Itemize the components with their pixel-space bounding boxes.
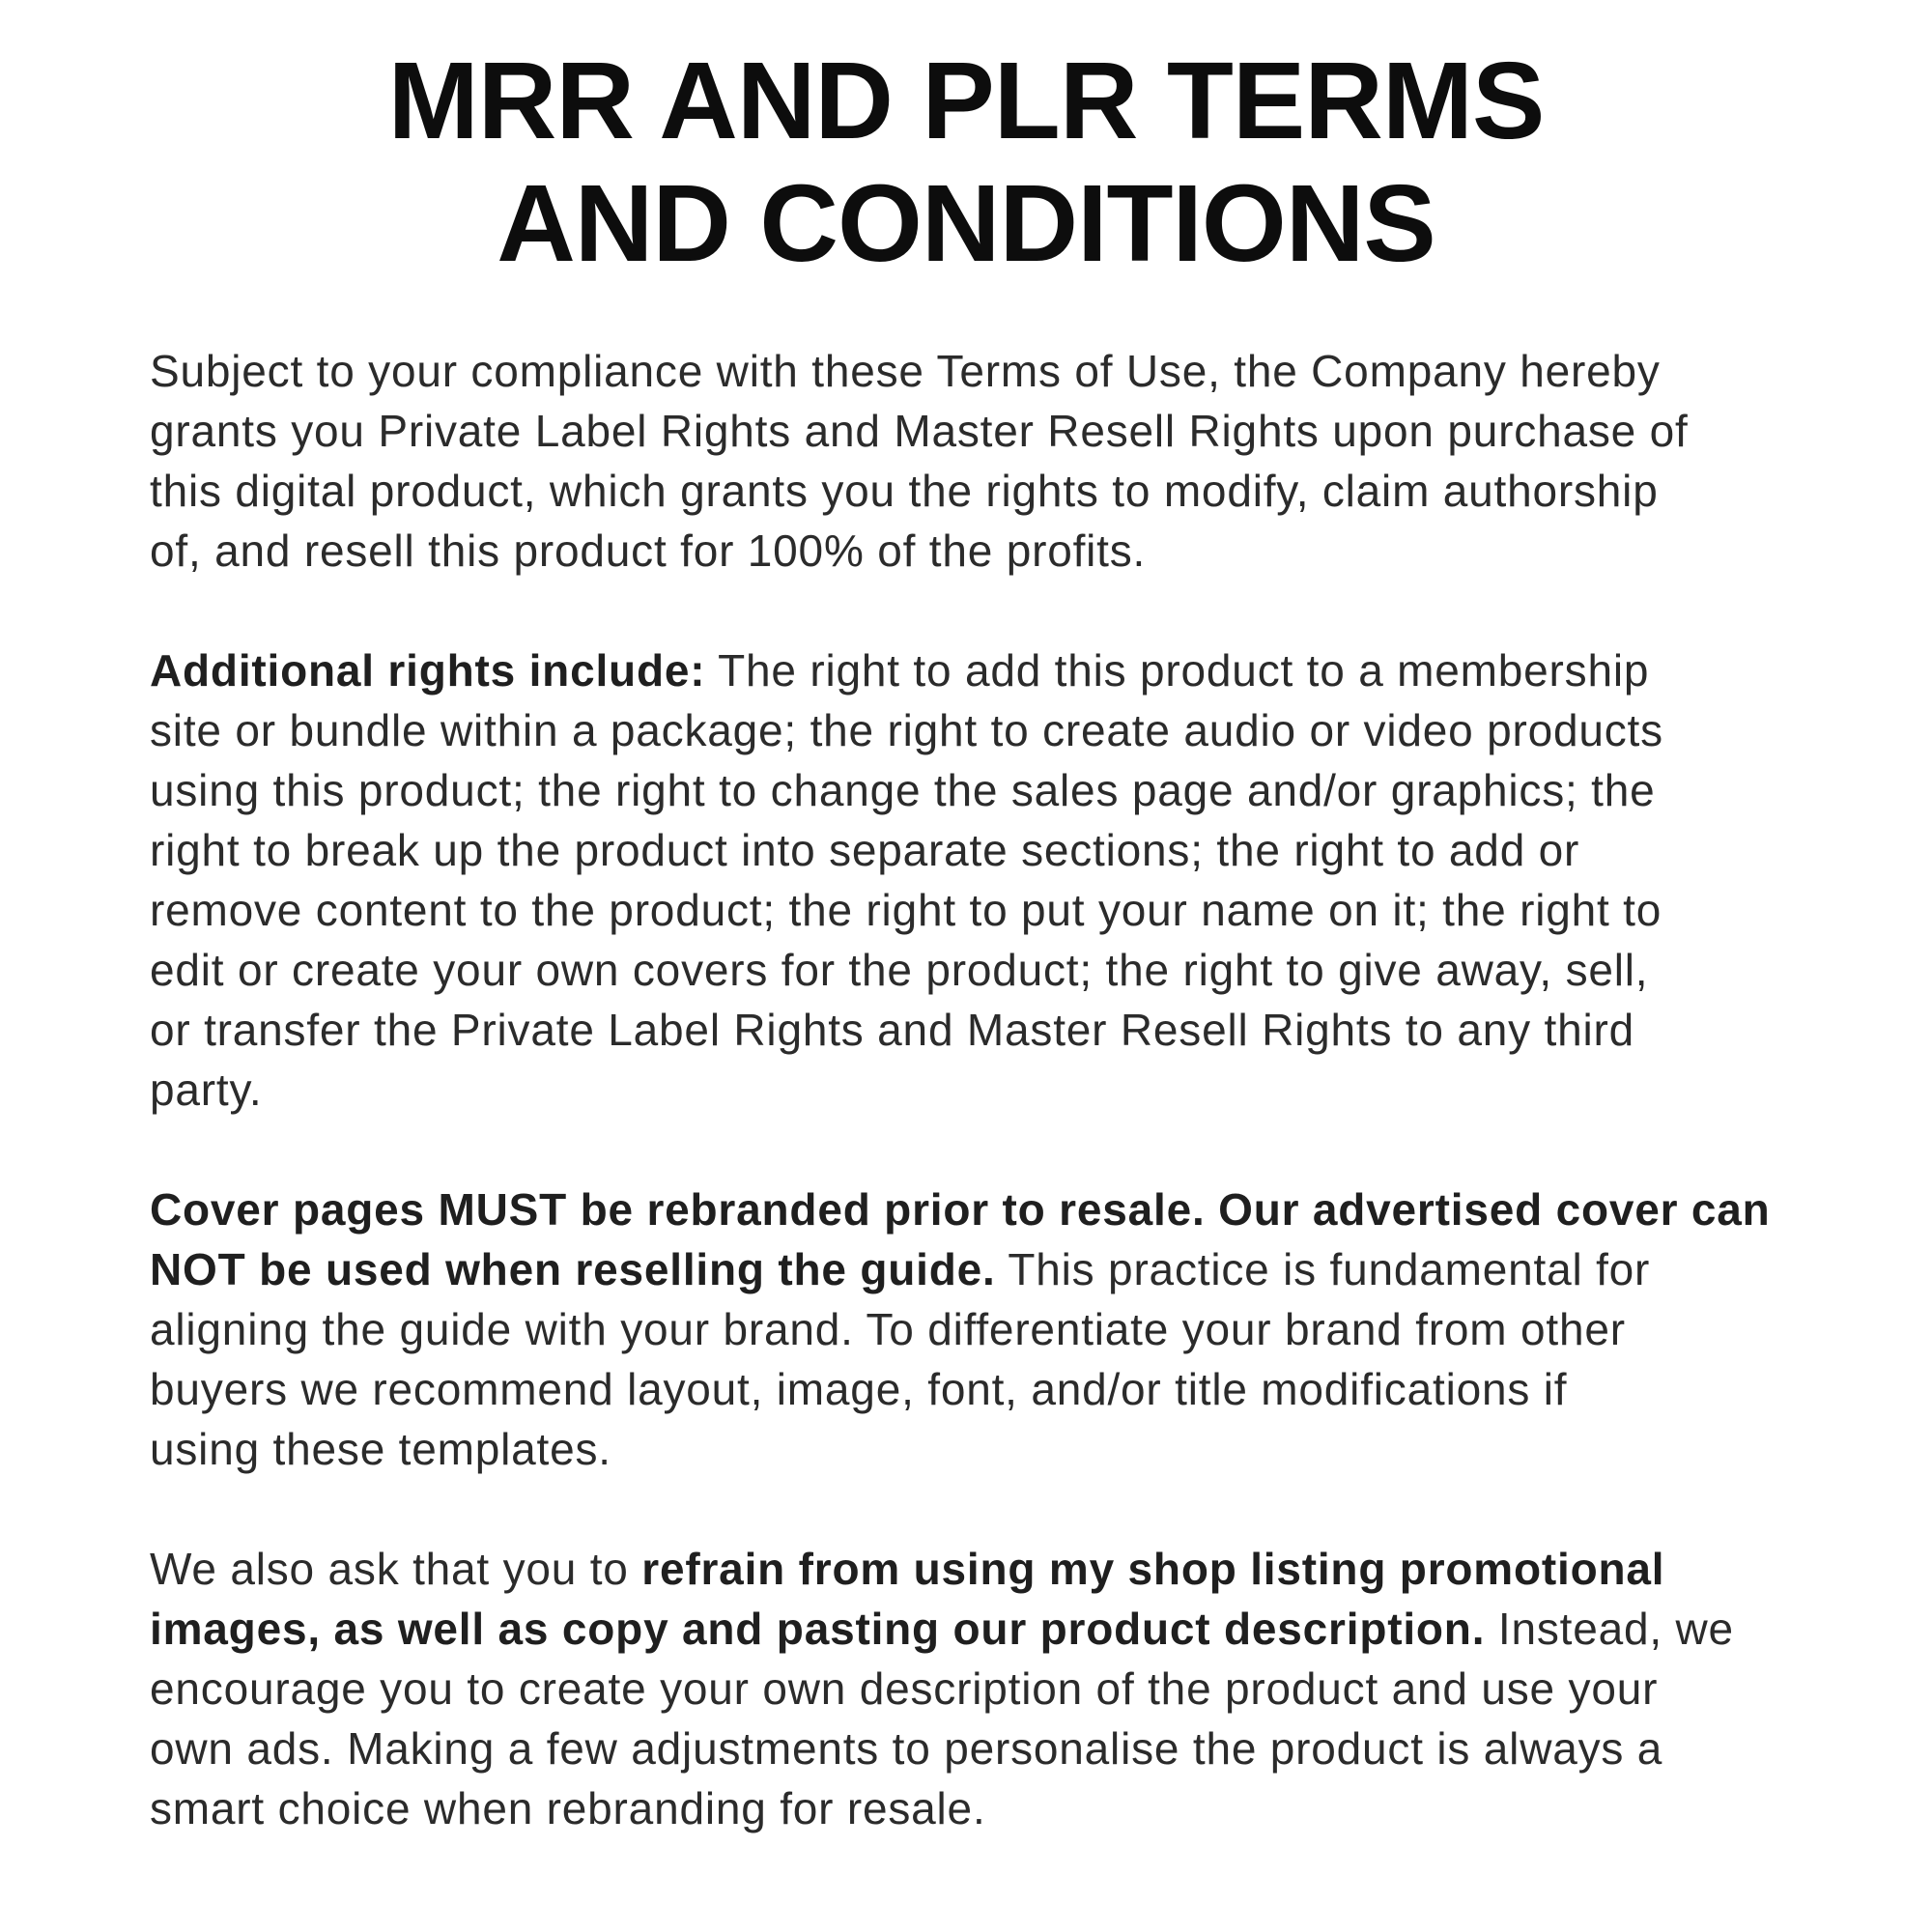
text-run: This practice is fundamental for — [995, 1244, 1651, 1294]
text-run: party. — [150, 1065, 263, 1115]
document-title — [0, 0, 1932, 285]
title-line-2: AND CONDITIONS — [497, 162, 1435, 284]
text-line — [150, 1719, 1835, 1778]
text-run: We also ask that you to — [150, 1544, 642, 1594]
text-run: of, and resell this product for 100% of the profits. — [150, 526, 1147, 576]
text-run-bold: NOT be used when reselling the guide. — [150, 1244, 996, 1294]
text-line — [150, 401, 1835, 461]
text-run-bold: Cover pages MUST be rebranded prior to resale. Our advertised cover can — [150, 1184, 1771, 1235]
text-run: or transfer the Private Label Rights and Master Resell Rights to any third — [150, 1005, 1635, 1055]
text-line — [150, 1659, 1835, 1719]
text-line — [150, 341, 1835, 401]
text-run: buyers we recommend layout, image, font, and/or title modifications if — [150, 1364, 1568, 1414]
text-run: this digital product, which grants you the rights to modify, claim authorship — [150, 466, 1659, 516]
text-run: own ads. Making a few adjustments to personalise the product is always a — [150, 1723, 1663, 1774]
text-run: site or bundle within a package; the right to create audio or video products — [150, 705, 1663, 755]
text-run: smart choice when rebranding for resale. — [150, 1783, 986, 1833]
text-run: remove content to the product; the right to put your name on it; the right to — [150, 885, 1662, 935]
text-run-bold: images, as well as copy and pasting our product description. — [150, 1604, 1486, 1654]
paragraph-promotional-images-restriction — [150, 1539, 1835, 1838]
text-line — [150, 1239, 1835, 1299]
text-line — [150, 940, 1835, 1000]
text-line — [150, 1419, 1835, 1479]
text-run: aligning the guide with your brand. To differentiate your brand from other — [150, 1304, 1626, 1354]
text-run-bold: Additional rights include: — [150, 645, 706, 696]
text-line — [150, 880, 1835, 940]
text-line — [150, 1299, 1835, 1359]
text-run: edit or create your own covers for the product; the right to give away, sell, — [150, 945, 1649, 995]
text-run: encourage you to create your own description of the product and use your — [150, 1663, 1659, 1714]
terms-body — [0, 341, 1932, 1838]
text-run: Instead, we — [1485, 1604, 1734, 1654]
text-line — [150, 760, 1835, 820]
title-line-1: MRR AND PLR TERMS — [387, 40, 1545, 161]
text-line — [150, 1778, 1835, 1838]
text-run: using these templates. — [150, 1424, 611, 1474]
text-line — [150, 1599, 1835, 1659]
text-line — [150, 640, 1835, 700]
text-line — [150, 1000, 1835, 1060]
paragraph-license-grant — [150, 341, 1835, 581]
text-run: The right to add this product to a membership — [705, 645, 1650, 696]
text-line — [150, 1359, 1835, 1419]
text-line — [150, 1179, 1835, 1239]
text-run-bold: refrain from using my shop listing promotional — [641, 1544, 1665, 1594]
text-line — [150, 700, 1835, 760]
text-line — [150, 521, 1835, 581]
text-run: right to break up the product into separate sections; the right to add or — [150, 825, 1580, 875]
text-line — [150, 820, 1835, 880]
paragraph-cover-rebranding-requirement — [150, 1179, 1835, 1479]
text-run: using this product; the right to change the sales page and/or graphics; the — [150, 765, 1656, 815]
text-run: grants you Private Label Rights and Master Resell Rights upon purchase of — [150, 406, 1689, 456]
text-line — [150, 1539, 1835, 1599]
text-run: Subject to your compliance with these Terms of Use, the Company hereby — [150, 346, 1661, 396]
paragraph-additional-rights — [150, 640, 1835, 1120]
text-line — [150, 461, 1835, 521]
text-line — [150, 1060, 1835, 1120]
